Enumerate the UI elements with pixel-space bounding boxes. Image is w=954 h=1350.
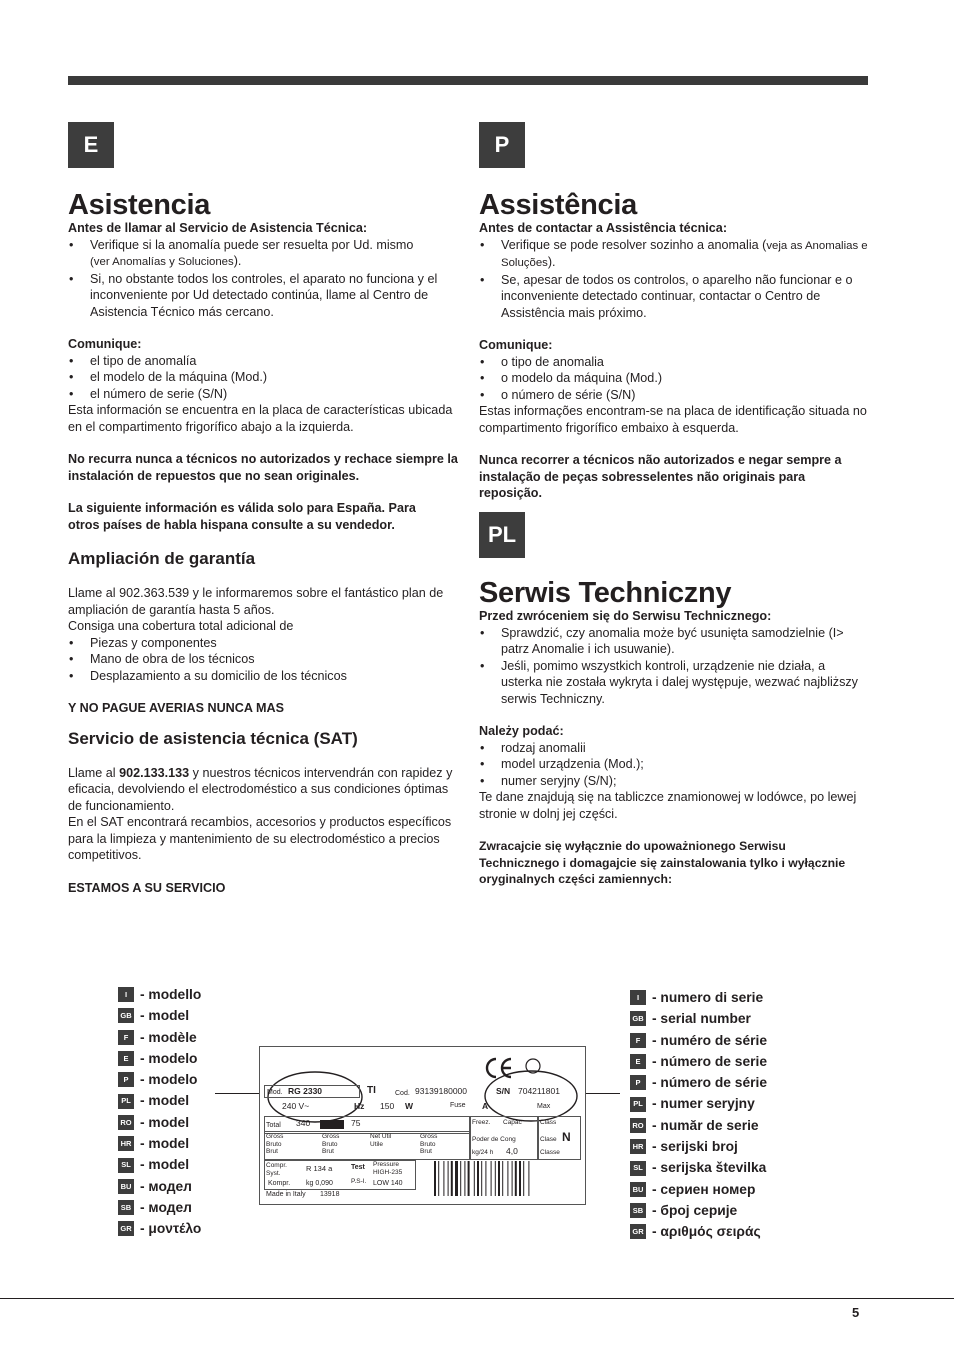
language-badge-es: E [68, 122, 114, 168]
label-row [118, 1005, 201, 1026]
label-text: - сериен номер [652, 1181, 756, 1197]
section-pl [479, 578, 869, 888]
warning-es: No recurra nunca a técnicos no autorizados y rechace siempre la instalación de repuestos que no sean originales. [68, 452, 458, 483]
country-code-badge: GR [118, 1221, 134, 1236]
bottom-rule [0, 1298, 954, 1299]
bullets-es [68, 237, 458, 321]
label-row [118, 1197, 201, 1218]
country-code-badge: F [118, 1030, 134, 1045]
country-code-badge: HR [118, 1136, 134, 1151]
label-row [118, 1176, 201, 1197]
list-item: • o tipo de anomalia [479, 354, 869, 371]
communicate-head-es: Comunique: [68, 337, 142, 351]
sat-title: Servicio de asistencia técnica (SAT) [68, 728, 358, 748]
label-text: - modello [140, 987, 202, 1002]
section-pt [479, 190, 869, 502]
intro-pt: Antes de contactar a Assistência técnica: [479, 221, 728, 235]
label-text: - μοντέλο [140, 1221, 202, 1237]
country-code-badge: GB [118, 1008, 134, 1023]
label-text: - numero di serie [652, 990, 764, 1005]
list-item: • el número de serie (S/N) [68, 386, 458, 403]
sat-text-2: En el SAT encontrará recambios, accesorios y productos específicos para la limpieza y mantenimiento de su electrodoméstico a precios competitivos. [68, 815, 452, 862]
label-row [630, 1093, 767, 1114]
country-code-badge: HR [630, 1139, 646, 1154]
top-rule [68, 76, 868, 85]
intro-es: Antes de llamar al Servicio de Asistencia Técnica: [68, 221, 368, 235]
country-code-badge: RO [630, 1118, 646, 1133]
plate-serial: 704211801 [518, 1086, 560, 1096]
list-item: • Sprawdzić, czy anomalia może być usunięta samodzielnie (I> patrz Anomalie i ich usuwanie). [479, 625, 869, 658]
communicate-head-pl: Należy podać: [479, 724, 564, 738]
country-code-badge: GR [630, 1224, 646, 1239]
info-pl: Te dane znajdują się na tabliczce znamionowej w lodówce, po lewej stronie w dolnj jej części. [479, 790, 857, 821]
label-row [118, 1112, 201, 1133]
label-text: - serijski broj [652, 1139, 738, 1155]
rating-plate: Mod. RG 2330 TI Cod. 93139180000 S/N 704211801 240 V~ Hz 150 W Fuse A Max Total 340 75 Gross Bruto Brut Gross Bruto Brut Net Util Utile Gross Bruto Brut Freez. Capac Class Poder de Cong Clase N kg/24 h 4,0 Classe Compr. Syst. R 134 a Test Pressure HIGH-235 Kompr. kg 0,090 P.S-I. LOW 140 Made in Italy 13918 [259, 1046, 586, 1205]
label-text: - model [140, 1136, 190, 1152]
label-text: - modelo [140, 1072, 198, 1088]
list-item: • Se, apesar de todos os controlos, o aparelho não funcionar e o inconveniente detectado continuar, contactar o Centro de Assistência mais próximo. [479, 272, 869, 322]
list-item: • Mano de obra de los técnicos [68, 651, 458, 668]
list-item: • o número de série (S/N) [479, 387, 869, 404]
country-code-badge: I [118, 987, 134, 1002]
serial-labels [630, 987, 767, 1243]
label-row [630, 1115, 767, 1136]
label-text: - model [140, 1093, 190, 1109]
country-code-badge: SL [630, 1161, 646, 1176]
label-row [118, 1048, 201, 1069]
label-text: - model [140, 1114, 190, 1130]
warranty-title: Ampliación de garantía [68, 549, 256, 568]
label-row [118, 984, 201, 1005]
label-text: - model [140, 1157, 190, 1173]
country-code-badge: PL [630, 1097, 646, 1112]
label-row [630, 1008, 767, 1029]
label-text: - număr de serie [652, 1117, 759, 1133]
label-row [630, 1051, 767, 1072]
country-code-badge: BU [118, 1179, 134, 1194]
label-row [118, 1154, 201, 1175]
label-text: - модел [140, 1199, 192, 1215]
spain-note: La siguiente información es válida solo para España. Para otros países de habla hispana consulte a su vendedor. [68, 501, 416, 532]
label-row [630, 987, 767, 1008]
list-item: • Jeśli, pomimo wszystkich kontroli, urządzenie nie działa, a usterka nie została wykryta i dalej występuje, wezwać najbliższy serwis Techniczny. [479, 658, 869, 708]
label-text: - serial number [652, 1011, 751, 1027]
serial-highlight-ellipse [485, 1071, 577, 1121]
list-item: • o modelo da máquina (Mod.) [479, 370, 869, 387]
label-row [118, 1069, 201, 1090]
info-pt: Estas informações encontram-se na placa de identificação situada no compartimento frigorífico embaixo à esquerda. [479, 404, 867, 435]
communicate-list-pl [479, 740, 869, 790]
label-text: - modèle [140, 1029, 197, 1045]
page-title-es: Asistencia [68, 189, 211, 221]
communicate-list-es [68, 353, 458, 403]
language-badge-pl: PL [479, 512, 525, 558]
bullets-pl [479, 625, 869, 708]
label-row [630, 1072, 767, 1093]
service-note: ESTAMOS A SU SERVICIO [68, 880, 226, 895]
sat-text: Llame al 902.133.133 y nuestros técnicos intervendrán con rapidez y eficacia, devolviendo el electrodoméstico a sus condiciones óptimas de funcionamiento. [68, 765, 453, 813]
page-title-pl: Serwis Techniczny [479, 577, 732, 609]
list-item: • Desplazamiento a su domicilio de los técnicos [68, 668, 458, 685]
warranty-text-2: Consiga una cobertura total adicional de [68, 619, 294, 633]
label-row [630, 1179, 767, 1200]
country-code-badge: E [630, 1054, 646, 1069]
list-item: • Verifique si la anomalía puede ser resuelta por Ud. mismo (ver Anomalías y Soluciones). [68, 237, 458, 271]
list-item: • Piezas y componentes [68, 635, 458, 652]
warning-pl: Zwracajcie się wyłącznie do upoważnionego Serwisu Technicznego i domagajcie się zainstalowania tylko i wyłącznie oryginalnych części zamiennych: [479, 839, 846, 886]
section-es [68, 190, 458, 896]
label-text: - serijska številka [652, 1160, 767, 1176]
barcode-icon [434, 1161, 529, 1196]
list-item: • model urządzenia (Mod.); [479, 756, 869, 773]
country-code-badge: BU [630, 1182, 646, 1197]
no-pay-note: Y NO PAGUE AVERIAS NUNCA MAS [68, 701, 284, 715]
label-text: - model [140, 1008, 190, 1024]
country-code-badge: I [630, 990, 646, 1005]
label-text: - número de serie [652, 1053, 768, 1069]
label-text: - αριθμός σειράς [652, 1224, 761, 1240]
label-row [630, 1157, 767, 1178]
label-row [630, 1200, 767, 1221]
intro-pl: Przed zwróceniem się do Serwisu Technicznego: [479, 609, 772, 623]
page-number: 5 [852, 1305, 860, 1320]
list-item: • el modelo de la máquina (Mod.) [68, 369, 458, 386]
label-text: - número de série [652, 1075, 768, 1091]
country-code-badge: SB [630, 1203, 646, 1218]
label-row [118, 1090, 201, 1111]
warning-pt: Nunca recorrer a técnicos não autorizados e negar sempre a instalação de peças sobresselentes não originais para reposição. [479, 453, 842, 500]
label-text: - numer seryjny [652, 1096, 755, 1112]
bullets-pt [479, 237, 869, 322]
country-code-badge: RO [118, 1115, 134, 1130]
label-text: - modelo [140, 1050, 198, 1066]
country-code-badge: P [118, 1072, 134, 1087]
model-labels [118, 984, 201, 1240]
label-row [630, 1221, 767, 1242]
label-row [118, 1027, 201, 1048]
list-item: • numer seryjny (S/N); [479, 773, 869, 790]
label-row [630, 1030, 767, 1051]
country-code-badge: PL [118, 1094, 134, 1109]
label-row [630, 1136, 767, 1157]
country-code-badge: SL [118, 1158, 134, 1173]
country-code-badge: E [118, 1051, 134, 1066]
list-item: • Si, no obstante todos los controles, el aparato no funciona y el inconveniente por Ud detectado continúa, llame al Centro de Asistencia Técnico más cercano. [68, 271, 458, 321]
warranty-list [68, 635, 458, 685]
list-item: • rodzaj anomalii [479, 740, 869, 757]
label-text: - модел [140, 1178, 192, 1194]
language-badge-pt: P [479, 122, 525, 168]
country-code-badge: SB [118, 1200, 134, 1215]
plate-model: RG 2330 [288, 1086, 323, 1096]
label-row [118, 1133, 201, 1154]
communicate-list-pt [479, 354, 869, 404]
label-text: - numéro de série [652, 1032, 768, 1048]
communicate-head-pt: Comunique: [479, 338, 553, 352]
country-code-badge: P [630, 1075, 646, 1090]
country-code-badge: F [630, 1033, 646, 1048]
list-item: • el tipo de anomalía [68, 353, 458, 370]
list-item: • Verifique se pode resolver sozinho a anomalia (veja as Anomalias e Soluções). [479, 237, 869, 272]
country-code-badge: GB [630, 1011, 646, 1026]
warranty-text: Llame al 902.363.539 y le informaremos sobre el fantástico plan de ampliación de garantía hasta 5 años. [68, 586, 444, 617]
page-title-pt: Assistência [479, 189, 637, 221]
info-es: Esta información se encuentra en la placa de características ubicada en el compartimento frigorífico abajo a la izquierda. [68, 403, 453, 434]
label-text: - број серије [652, 1202, 738, 1218]
label-row [118, 1218, 201, 1239]
